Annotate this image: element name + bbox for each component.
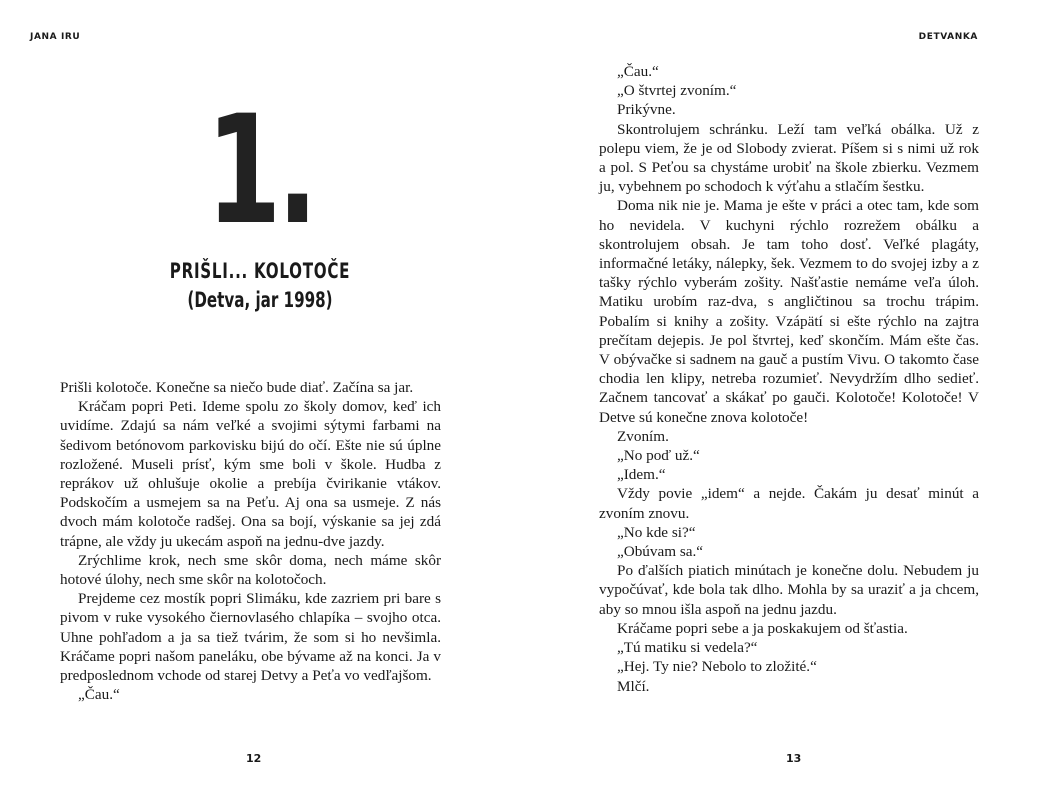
paragraph: „Čau.“: [617, 63, 659, 80]
paragraph: „Idem.“: [617, 466, 666, 484]
paragraph: Kráčame popri sebe a ja poskakujem od šťastia.: [617, 619, 908, 637]
paragraph: Vždy povie „idem“ a nejde. Čakám ju desať minút a zvoním znovu.: [599, 485, 979, 522]
right-body-text: [599, 62, 979, 696]
page-number-right: 13: [786, 752, 802, 765]
paragraph: Prikývne.: [617, 101, 676, 119]
paragraph: Kráčam popri Peti. Ideme spolu zo školy domov, keď ich uvidíme. Zdajú sa nám veľké a svojimi sýtymi farbami na šedivom betónovom parkovisku bijú do očí. Ešte nie sú úplne rozložené. Museli prísť, kým sme boli v škole. Hudba z reprákov už ohlušuje okolie a prebíja čvirikanie vtákov. Podskočím a usmejem sa na Peťu. Aj ona sa usmeje. Z nás dvoch mám kolotoče radšej. Ona sa bojí, výskanie sa jej zdá trápne, ale vždy ju ukecám aspoň na jednu-dve jazdy.: [60, 398, 441, 550]
left-body-text: [60, 378, 441, 704]
paragraph: „No poď už.“: [617, 447, 700, 465]
chapter-number: 1.: [206, 84, 314, 258]
paragraph: Mlčí.: [617, 677, 650, 695]
page-number-left: 12: [246, 752, 262, 765]
paragraph: Zrýchlime krok, nech sme skôr doma, nech máme skôr hotové úlohy, nech sme skôr na kolotočoch.: [60, 551, 441, 589]
chapter-title: PRIŠLI... KOLOTOČE: [169, 259, 351, 283]
running-head-author: JANA IRU: [30, 32, 81, 42]
paragraph: „Tú matiku si vedela?“: [617, 639, 758, 657]
paragraph: „Hej. Ty nie? Nebolo to zložité.“: [617, 658, 817, 676]
paragraph: „O štvrtej zvoním.“: [617, 82, 737, 100]
paragraph: Prejdeme cez mostík popri Slimáku, kde zazriem pri bare s pivom v ruke vysokého čiernovlasého chlapíka – svojho otca. Uhne pohľadom a ja sa tiež tvárim, že som si ho nevšimla. Kráčame popri našom paneláku, obe bývame až na konci. Ja v predposlednom vchode od starej Detvy a Peťa vo vedľajšom.: [60, 590, 441, 685]
paragraph: „Obúvam sa.“: [617, 543, 704, 561]
paragraph: „No kde si?“: [617, 523, 696, 541]
right-page: [520, 0, 1040, 800]
running-head-title: DETVANKA: [918, 32, 978, 42]
paragraph: Skontrolujem schránku. Leží tam veľká obálka. Už z polepu viem, že je od Slobody zvierat. Píšem si s nimi už rok a pol. S Peťou sa chystáme urobiť na škole zbierku. Vezmem ju, vybehnem po schodoch k výťahu a stlačím šestku.: [599, 120, 979, 196]
paragraph: Prišli kolotoče. Konečne sa niečo bude diať. Začína sa jar.: [60, 379, 414, 396]
chapter-subtitle: (Detva, jar 1998): [187, 288, 333, 312]
paragraph: „Čau.“: [78, 686, 120, 704]
paragraph: Doma nik nie je. Mama je ešte v práci a otec tam, kde som ho nevidela. V kuchyni rýchlo rozrežem obálku a skontrolujem obsah. Je tam toho dosť. Veľké plagáty, informačné letáky, nálepky, šek. Vezmem to do svojej izby a z tašky rýchlo vyberám zošity. Našťastie nemáme veľa úloh. Matiku urobím raz-dva, s angličtinou sa trochu trápim. Pobalím si knihy a zošity. Vzápätí si ešte rýchlo na zajtra prečítam dejepis. Je pol štvrtej, keď skončím. Mám ešte čas. V obývačke si sadnem na gauč a pustím Vivu. O takomto čase chodia len klipy, netreba rozumieť. Nevydržím dlho sedieť. Začnem tancovať a skákať po gauči. Kolotoče! Kolotoče! V Detve sú konečne znova kolotoče!: [599, 197, 979, 426]
paragraph: Zvoním.: [617, 427, 669, 445]
paragraph: Po ďalších piatich minútach je konečne dolu. Nebudem ju vypočúvať, kde bola tak dlho. Mohla by sa uraziť a ja chcem, aby so mnou išla aspoň na jednu jazdu.: [599, 562, 979, 618]
